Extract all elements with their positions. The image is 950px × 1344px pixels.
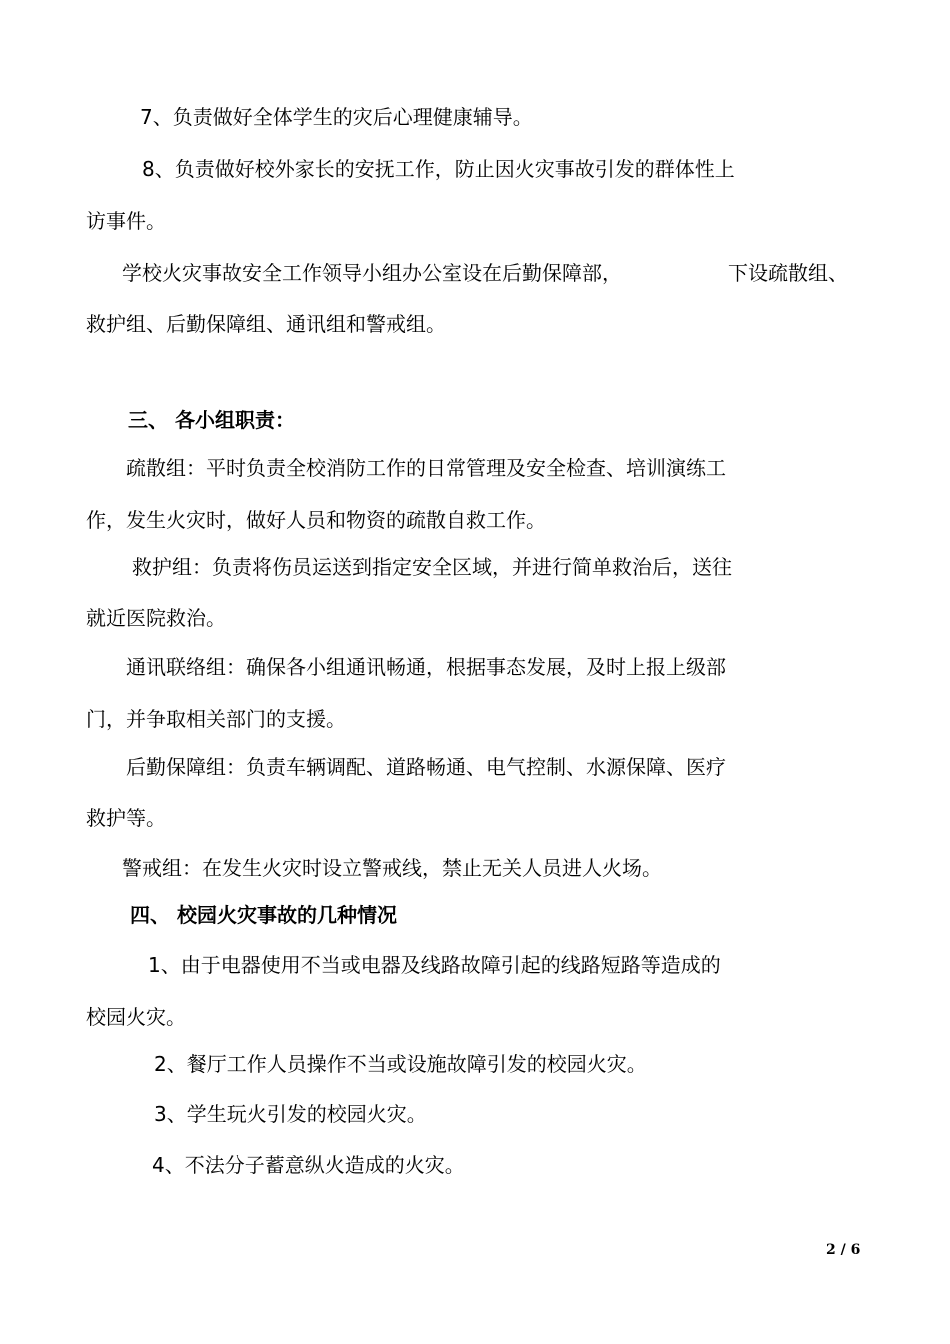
rescue-group-line-1: 救护组：负责将伤员运送到指定安全区域，并进行简单救治后，送往 (132, 555, 732, 579)
logistics-group-line-1: 后勤保障组：负责车辆调配、道路畅通、电气控制、水源保障、医疗 (126, 755, 726, 779)
case-1-line-2: 校园火灾。 (86, 1005, 186, 1029)
case-3: 3、学生玩火引发的校园火灾。 (154, 1102, 427, 1126)
item-8-line-1: 8、负责做好校外家长的安抚工作，防止因火灾事故引发的群体性上 (142, 157, 735, 181)
section-3-heading: 三、 各小组职责： (128, 408, 295, 432)
communication-group-line-1: 通讯联络组：确保各小组通讯畅通，根据事态发展，及时上报上级部 (126, 655, 726, 679)
communication-group-line-2: 门，并争取相关部门的支援。 (86, 707, 346, 731)
item-7: 7、负责做好全体学生的灾后心理健康辅导。 (140, 105, 533, 129)
office-paragraph-line-1a: 学校火灾事故安全工作领导小组办公室设在后勤保障部， (122, 261, 622, 285)
security-group-line: 警戒组：在发生火灾时设立警戒线，禁止无关人员进人火场。 (122, 856, 662, 880)
evacuation-group-line-2: 作，发生火灾时，做好人员和物资的疏散自救工作。 (86, 508, 546, 532)
case-1-line-1: 1、由于电器使用不当或电器及线路故障引起的线路短路等造成的 (148, 953, 721, 977)
logistics-group-line-2: 救护等。 (86, 806, 166, 830)
item-8-line-2: 访事件。 (86, 209, 166, 233)
office-paragraph-line-1b: 下设疏散组、 (728, 261, 848, 285)
page-number: 2 / 6 (826, 1242, 861, 1258)
evacuation-group-line-1: 疏散组：平时负责全校消防工作的日常管理及安全检查、培训演练工 (126, 456, 726, 480)
case-2: 2、餐厅工作人员操作不当或设施故障引发的校园火灾。 (154, 1052, 647, 1076)
office-paragraph-line-2: 救护组、后勤保障组、通讯组和警戒组。 (86, 312, 446, 336)
section-4-heading: 四、 校园火灾事故的几种情况 (130, 903, 397, 927)
rescue-group-line-2: 就近医院救治。 (86, 606, 226, 630)
case-4: 4、不法分子蓄意纵火造成的火灾。 (152, 1153, 465, 1177)
